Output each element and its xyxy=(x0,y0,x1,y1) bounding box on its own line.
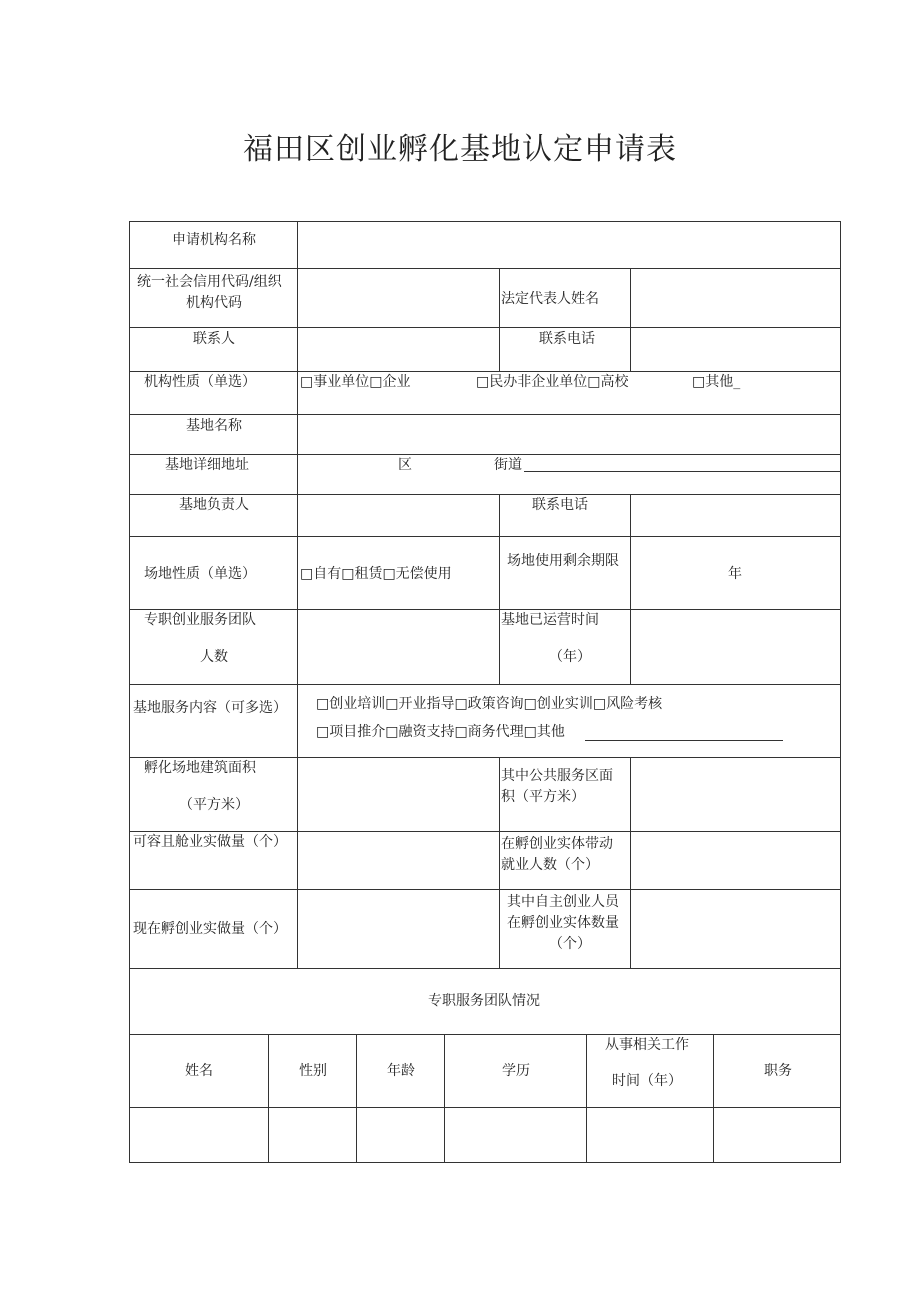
legal-rep-input[interactable] xyxy=(631,269,841,328)
org-nature-label: 机构性质（单选） xyxy=(144,374,256,390)
org-nature-option-other[interactable]: □其他_ xyxy=(692,374,741,390)
employment-label-line2: 就业人数（个） xyxy=(501,857,599,873)
team-header-position: 职务 xyxy=(764,1063,792,1079)
year-unit: 年 xyxy=(728,566,742,582)
team-header-gender: 性别 xyxy=(299,1063,327,1079)
service-options-line2[interactable]: □项目推介□融资支持□商务代理□其他 xyxy=(316,724,565,740)
team-section-title: 专职服务团队情况 xyxy=(428,993,540,1009)
team-header-gender-cell xyxy=(269,1035,357,1108)
team-header-position-cell xyxy=(714,1035,841,1108)
base-manager-input[interactable] xyxy=(298,495,500,537)
self-employed-label-line3: （个） xyxy=(549,936,591,952)
team-count-label-cell xyxy=(130,610,298,685)
org-name-label-cell xyxy=(130,222,298,269)
service-options[interactable] xyxy=(298,685,841,758)
base-address-label-cell xyxy=(130,455,298,495)
service-other-underline xyxy=(585,726,783,741)
base-address-label: 基地详细地址 xyxy=(165,457,249,473)
contact-phone-label: 联系电话 xyxy=(539,331,595,347)
street-label: 街道 xyxy=(494,457,522,473)
area-input[interactable] xyxy=(298,758,500,832)
base-address-input[interactable] xyxy=(298,455,841,495)
service-options-line1[interactable]: □创业培训□开业指导□政策咨询□创业实训□风险考核 xyxy=(316,696,663,712)
org-name-label: 申请机构名称 xyxy=(172,232,256,248)
manager-phone-input[interactable] xyxy=(631,495,841,537)
team-row-age-input[interactable] xyxy=(357,1108,445,1163)
team-header-name-cell xyxy=(130,1035,269,1108)
site-nature-options[interactable] xyxy=(298,537,500,610)
legal-rep-label-cell xyxy=(500,269,631,328)
district-label: 区 xyxy=(398,457,412,473)
area-label-line1: 孵化场地建筑面积 xyxy=(144,760,256,776)
public-area-label-line2: 积（平方米） xyxy=(501,789,585,805)
capacity-label-cell xyxy=(130,832,298,890)
contact-phone-label-cell xyxy=(500,328,631,372)
self-employed-label-line1: 其中自主创业人员 xyxy=(507,894,619,910)
page-title: 福田区创业孵化基地认定申请表 xyxy=(243,132,677,167)
area-label-cell xyxy=(130,758,298,832)
service-label: 基地服务内容（可多选） xyxy=(133,700,287,716)
team-header-name: 姓名 xyxy=(185,1063,213,1079)
application-form-table xyxy=(129,221,841,1163)
team-header-work-time-line1: 从事相关工作 xyxy=(605,1037,689,1053)
credit-code-input[interactable] xyxy=(298,269,500,328)
team-count-input[interactable] xyxy=(298,610,500,685)
employment-label-line1: 在孵创业实体带动 xyxy=(501,836,613,852)
self-employed-label-line2: 在孵创业实体数量 xyxy=(507,915,619,931)
operated-time-label-line2: （年） xyxy=(549,649,591,665)
service-label-cell xyxy=(130,685,298,758)
base-name-label: 基地名称 xyxy=(186,418,242,434)
operated-time-label-line1: 基地已运营时间 xyxy=(501,612,599,628)
base-manager-label: 基地负责人 xyxy=(179,497,249,513)
team-row-position-input[interactable] xyxy=(714,1108,841,1163)
credit-code-label-line1: 统一社会信用代码/组织 xyxy=(137,274,282,290)
public-area-label-cell xyxy=(500,758,631,832)
team-header-education-cell xyxy=(445,1035,587,1108)
public-area-input[interactable] xyxy=(631,758,841,832)
public-area-label-line1: 其中公共服务区面 xyxy=(501,768,613,784)
team-header-work-time-cell xyxy=(587,1035,714,1108)
org-nature-option-public-enterprise[interactable]: □事业单位□企业 xyxy=(300,374,411,390)
base-name-input[interactable] xyxy=(298,415,841,455)
org-name-input[interactable] xyxy=(298,222,841,269)
current-input[interactable] xyxy=(298,890,500,969)
team-header-age: 年龄 xyxy=(387,1063,415,1079)
site-nature-label: 场地性质（单选） xyxy=(144,566,256,582)
manager-phone-label: 联系电话 xyxy=(532,497,588,513)
team-row-work-time-input[interactable] xyxy=(587,1108,714,1163)
site-nature-option-list[interactable]: □自有□租赁□无偿使用 xyxy=(300,566,452,582)
contact-label: 联系人 xyxy=(193,331,235,347)
capacity-label: 可容且舱业实做量（个） xyxy=(133,834,287,850)
team-count-label-line2: 人数 xyxy=(200,649,228,665)
current-label-cell xyxy=(130,890,298,969)
self-employed-input[interactable] xyxy=(631,890,841,969)
legal-rep-label: 法定代表人姓名 xyxy=(501,291,599,307)
contact-label-cell xyxy=(130,328,298,372)
team-section-title-cell xyxy=(130,969,841,1035)
area-label-line2: （平方米） xyxy=(179,797,249,813)
base-manager-label-cell xyxy=(130,495,298,537)
operated-time-input[interactable] xyxy=(631,610,841,685)
site-remaining-label-cell xyxy=(500,537,631,610)
site-remaining-input[interactable] xyxy=(631,537,841,610)
team-header-education: 学历 xyxy=(502,1063,530,1079)
team-count-label-line1: 专职创业服务团队 xyxy=(144,612,256,628)
base-name-label-cell xyxy=(130,415,298,455)
contact-input[interactable] xyxy=(298,328,500,372)
org-nature-label-cell xyxy=(130,372,298,415)
team-row-education-input[interactable] xyxy=(445,1108,587,1163)
self-employed-label-cell xyxy=(500,890,631,969)
team-row-name-input[interactable] xyxy=(130,1108,269,1163)
team-header-age-cell xyxy=(357,1035,445,1108)
capacity-input[interactable] xyxy=(298,832,500,890)
site-remaining-label: 场地使用剩余期限 xyxy=(507,553,619,569)
street-underline xyxy=(524,457,840,472)
team-header-work-time-line2: 时间（年） xyxy=(612,1073,682,1089)
team-row-gender-input[interactable] xyxy=(269,1108,357,1163)
credit-code-label-line2: 机构代码 xyxy=(186,295,242,311)
manager-phone-label-cell xyxy=(500,495,631,537)
credit-code-label-cell xyxy=(130,269,298,328)
site-nature-label-cell xyxy=(130,537,298,610)
employment-input[interactable] xyxy=(631,832,841,890)
contact-phone-input[interactable] xyxy=(631,328,841,372)
operated-time-label-cell xyxy=(500,610,631,685)
org-nature-options[interactable] xyxy=(298,372,841,415)
org-nature-option-private-university[interactable]: □民办非企业单位□高校 xyxy=(476,374,629,390)
employment-label-cell xyxy=(500,832,631,890)
current-label: 现在孵创业实做量（个） xyxy=(133,921,287,937)
